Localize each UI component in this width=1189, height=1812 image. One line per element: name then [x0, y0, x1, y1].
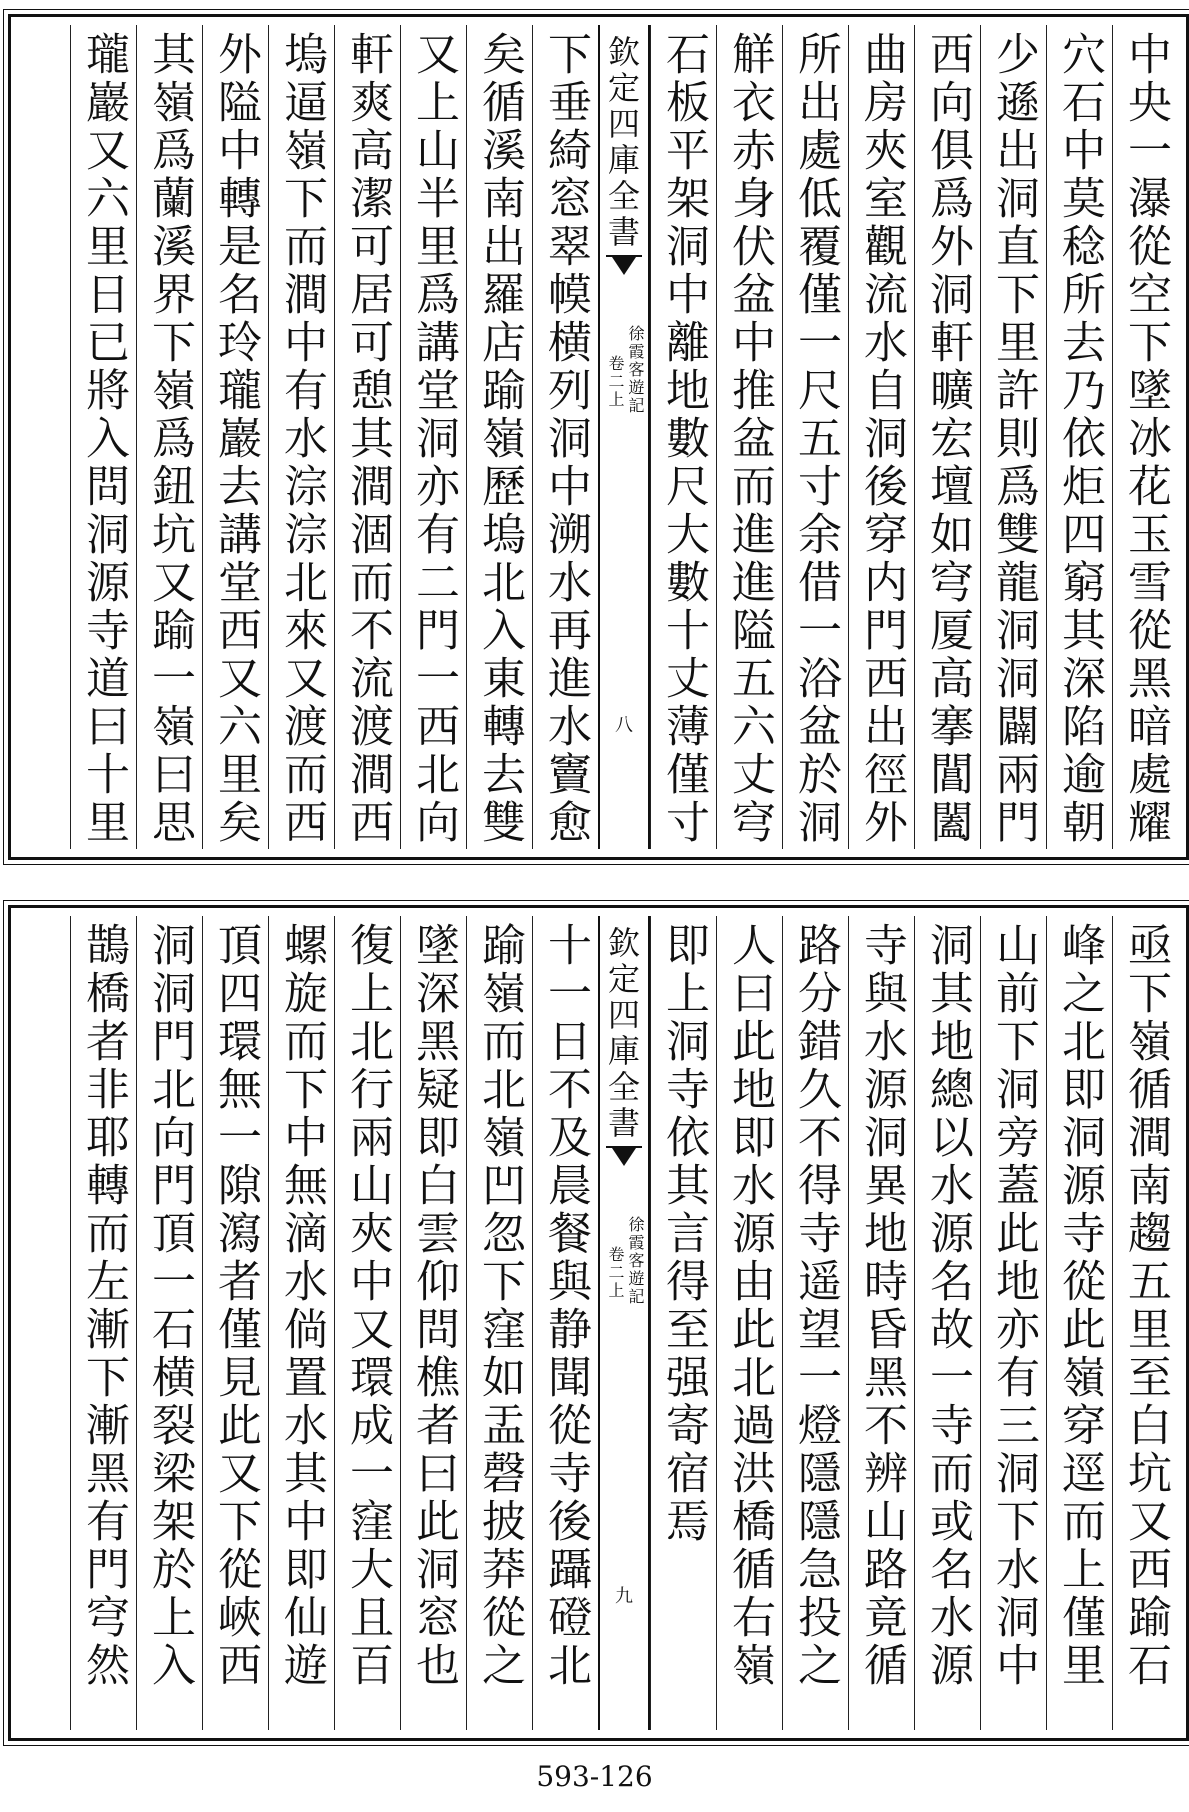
text-column: 即上洞寺依其言得至强寄宿焉: [650, 916, 716, 1730]
text-column: 復上北行兩山夾中又環成一窪大且百: [334, 916, 400, 1730]
text-column: 螺旋而下中無滴水倘置水其中即仙遊: [268, 916, 334, 1730]
text-column: 踰嶺而北嶺凹忽下窪如盂磬披莽從之: [466, 916, 532, 1730]
center-fold: [598, 25, 650, 849]
page-number: 九: [612, 1586, 633, 1604]
text-column: 峰之北即洞源寺從此嶺穿逕而上僅里: [1046, 916, 1112, 1730]
text-column: 鵲橋者非耶轉而左漸下漸黑有門穹然: [70, 916, 136, 1730]
text-column: 矣循溪南出羅店踰嶺歷塢北入東轉去雙: [466, 25, 532, 849]
text-column: 少遜出洞直下里許則爲雙龍洞洞闢兩門: [980, 25, 1046, 849]
text-column: 人曰此地即水源由此北過洪橋循右嶺: [716, 916, 782, 1730]
upper-page: [8, 14, 1189, 860]
text-column: 寺與水源洞異地時昏黑不辨山路竟循: [848, 916, 914, 1730]
text-column: 觧衣赤身伏盆中推盆而進進隘五六丈穹: [716, 25, 782, 849]
text-column: 瓏巖又六里日已將入問洞源寺道曰十里: [70, 25, 136, 849]
book-title: 徐霞客遊記: [626, 325, 645, 415]
volume-label: 卷二上: [606, 355, 625, 409]
text-column: 塢逼嶺下而澗中有水淙淙北來又渡而西: [268, 25, 334, 849]
text-column: 石板平架洞中離地數尺大數十丈薄僅寸: [650, 25, 716, 849]
text-column: 亟下嶺循澗南趨五里至白坑又西踰石: [1112, 916, 1178, 1730]
text-column: 中央一瀑從空下墜冰花玉雪從黑暗處耀: [1112, 25, 1178, 849]
text-column: 其嶺爲蘭溪界下嶺爲鈕坑又踰一嶺曰思: [136, 25, 202, 849]
center-fold: [598, 916, 650, 1730]
text-column: 西向俱爲外洞軒曠宏壇如穹厦高搴閶闔: [914, 25, 980, 849]
text-column: 山前下洞旁蓋此地亦有三洞下水洞中: [980, 916, 1046, 1730]
page-number: 八: [612, 715, 633, 733]
lower-page-columns: [19, 916, 1178, 1730]
text-column: 十一日不及晨餐與静聞從寺後躡磴北: [532, 916, 598, 1730]
fish-tail-mark-icon: [606, 1146, 642, 1188]
text-column: 又上山半里爲講堂洞亦有二門一西北向: [400, 25, 466, 849]
volume-label: 卷二上: [606, 1246, 625, 1300]
center-title: 欽定四庫全書: [603, 926, 641, 1142]
text-column: 外隘中轉是名玲瓏巖去講堂西又六里矣: [202, 25, 268, 849]
text-column: 洞洞門北向門頂一石横裂梁架於上入: [136, 916, 202, 1730]
text-column: 洞其地總以水源名故一寺而或名水源: [914, 916, 980, 1730]
text-column: 墜深黑疑即白雲仰問樵者曰此洞窓也: [400, 916, 466, 1730]
scan-page-reference: 593-126: [536, 1760, 653, 1793]
text-column: 路分錯久不得寺遥望一燈隱隱急投之: [782, 916, 848, 1730]
book-title: 徐霞客遊記: [626, 1216, 645, 1306]
fish-tail-mark-icon: [606, 255, 642, 297]
text-column: 軒爽高潔可居可憩其澗涸而不流渡澗西: [334, 25, 400, 849]
text-column: 曲房夾室觀流水自洞後穿内門西出徑外: [848, 25, 914, 849]
lower-page: [8, 905, 1189, 1741]
text-column: 所出處低覆僅一尺五寸余借一浴盆於洞: [782, 25, 848, 849]
upper-page-columns: [19, 25, 1178, 849]
text-column: 下垂綺窓翠幙横列洞中溯水再進水竇愈: [532, 25, 598, 849]
text-column: 穴石中莫稔所去乃依炬四窮其深陷逾朝: [1046, 25, 1112, 849]
text-column: 頂四環無一隙瀉者僅見此又下從峽西: [202, 916, 268, 1730]
center-title: 欽定四庫全書: [603, 35, 641, 251]
